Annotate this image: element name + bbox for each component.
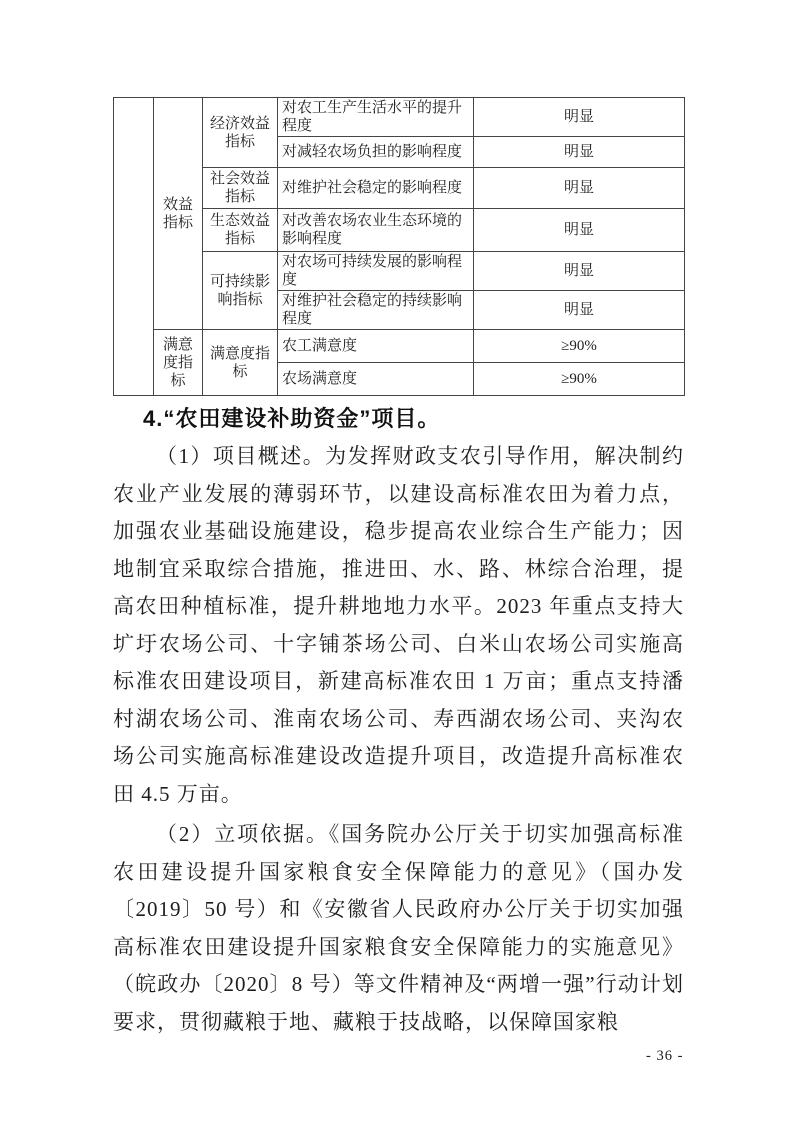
table-cell-subcategory-economic: 经济效益指标: [203, 98, 278, 168]
table-cell-indicator: 农工满意度: [278, 330, 474, 363]
table-cell-subcategory-social: 社会效益指标: [203, 168, 278, 209]
table-cell-indicator: 对农场可持续发展的影响程度: [278, 252, 474, 291]
table-cell-value: 明显: [474, 168, 685, 209]
table-cell-indicator: 对农工生产生活水平的提升程度: [278, 98, 474, 137]
table-cell-category-satisfaction: 满意度指标: [154, 330, 203, 396]
table-cell-value: ≥90%: [474, 330, 685, 363]
page-number: - 36 -: [646, 1048, 684, 1064]
table-cell-value: 明显: [474, 252, 685, 291]
table-cell-subcategory-sustain: 可持续影响指标: [203, 252, 278, 330]
table-row: [114, 98, 685, 137]
table-cell-indicator: 对减轻农场负担的影响程度: [278, 137, 474, 168]
table-cell-indicator: 农场满意度: [278, 363, 474, 396]
table-cell-indicator: 对维护社会稳定的影响程度: [278, 168, 474, 209]
table-cell-value: ≥90%: [474, 363, 685, 396]
table-cell-subcategory-satisfaction: 满意度指标: [203, 330, 278, 396]
table-cell-value: 明显: [474, 137, 685, 168]
table-cell-subcategory-ecological: 生态效益指标: [203, 209, 278, 252]
paragraph-project-overview: （1）项目概述。为发挥财政支农引导作用，解决制约农业产业发展的薄弱环节，以建设高标准农田为着力点，加强农业基础设施建设，稳步提高农业综合生产能力；因地制宜采取综合措施，推进田、水、路、林综合治理，提高农田种植标准，提升耕地地力水平。2023 年重点支持大圹圩农场公司、十字铺茶场公司、白米山农场公司实施高标准农田建设项目，新建高标准农田 1 万亩；重点支持潘村湖农场公司、淮南农场公司、寿西湖农场公司、夹沟农场公司实施高标准建设改造提升项目，改造提升高标准农田 4.5 万亩。: [113, 444, 684, 806]
section-heading: 4.“农田建设补助资金”项目。: [143, 406, 441, 431]
table-row: [114, 330, 685, 363]
paragraph-project-basis: （2）立项依据。《国务院办公厅关于切实加强高标准农田建设提升国家粮食安全保障能力的意见》（国办发〔2019〕50 号）和《安徽省人民政府办公厅关于切实加强高标准农田建设提升国家粮食安全保障能力的实施意见》（皖政办〔2020〕8 号）等文件精神及“两增一强”行动计划要求，贯彻藏粮于地、藏粮于技战略，以保障国家粮: [113, 822, 684, 1034]
table-cell-empty: [114, 98, 154, 396]
table-cell-value: 明显: [474, 291, 685, 330]
table-cell-category-benefit: 效益指标: [154, 98, 203, 330]
table-cell-indicator: 对改善农场农业生态环境的影响程度: [278, 209, 474, 252]
content-area: [113, 97, 684, 1041]
table-cell-value: 明显: [474, 98, 685, 137]
indicator-table: [113, 97, 685, 396]
table-cell-indicator: 对维护社会稳定的持续影响程度: [278, 291, 474, 330]
table-cell-value: 明显: [474, 209, 685, 252]
